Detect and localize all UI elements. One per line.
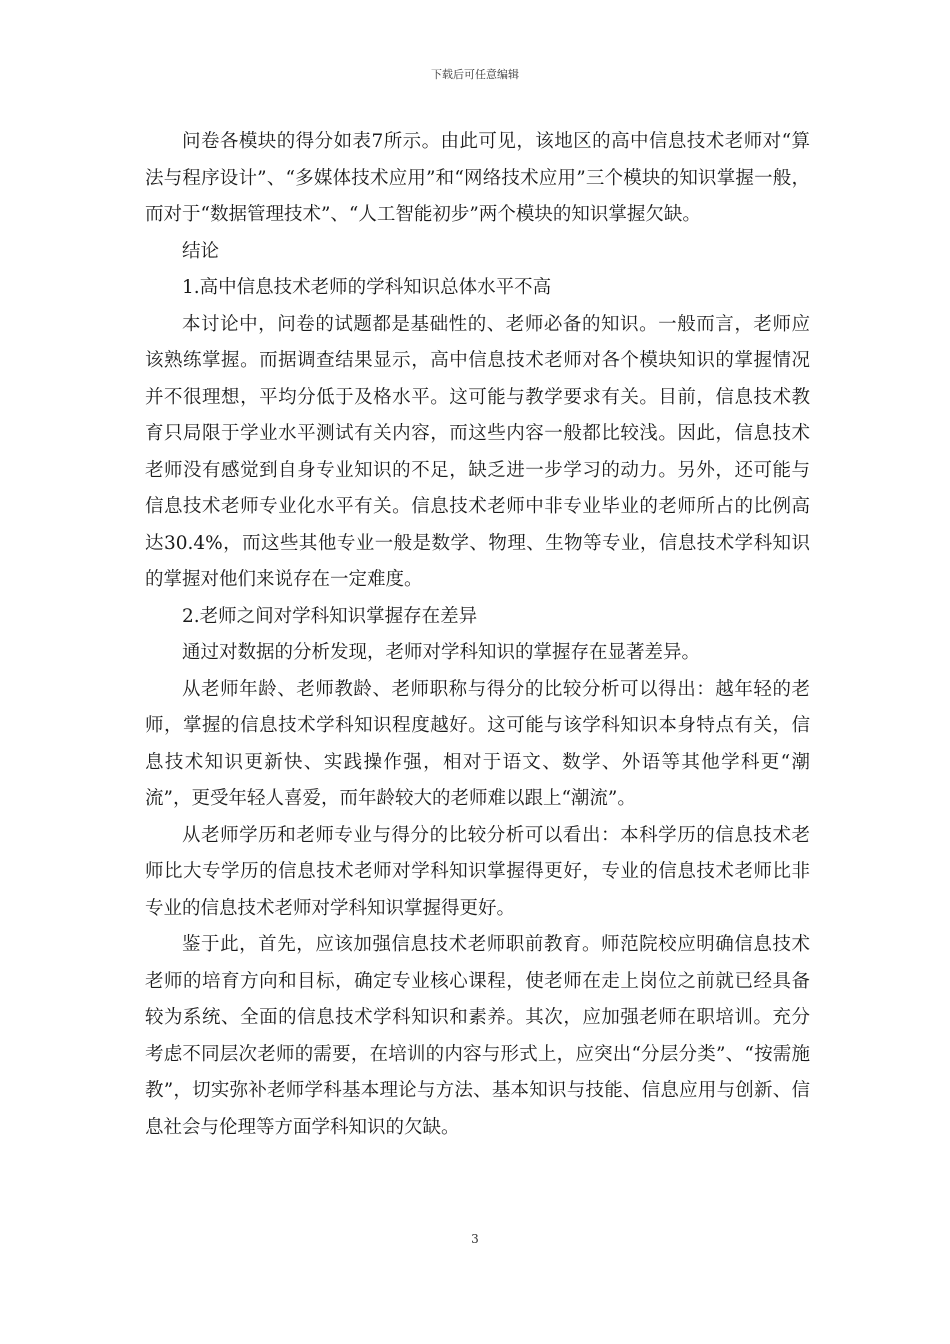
paragraph-differences: 通过对数据的分析发现，老师对学科知识的掌握存在显著差异。 [182,642,701,663]
page-number: 3 [471,1232,479,1246]
document-body [145,124,810,1146]
heading-conclusion: 结论 [182,240,220,262]
paragraph-module-scores: 问卷各模块的得分如表7所示。由此可见，该地区的高中信息技术老师对“算法与程序设计”、“多媒体技术应用”和“网络技术应用”三个模块的知识掌握一般，而对于“数据管理技术”、“人工智能初步”两个模块的知识掌握欠缺。 [145,131,810,225]
page-header: 下载后可任意编辑 [431,68,519,81]
paragraph-knowledge-level: 本讨论中，问卷的试题都是基础性的、老师必备的知识。一般而言，老师应该熟练掌握。而据调查结果显示，高中信息技术老师对各个模块知识的掌握情况并不很理想，平均分低于及格水平。这可能与教学要求有关。目前，信息技术教育只局限于学业水平测试有关内容，而这些内容一般都比较浅。因此，信息技术老师没有感觉到自身专业知识的不足，缺乏进一步学习的动力。另外，还可能与信息技术老师专业化水平有关。信息技术老师中非专业毕业的老师所占的比例高达30.4%，而这些其他专业一般是数学、物理、生物等专业，信息技术学科知识的掌握对他们来说存在一定难度。 [145,313,810,590]
paragraph-education-analysis: 从老师学历和老师专业与得分的比较分析可以看出：本科学历的信息技术老师比大专学历的信息技术老师对学科知识掌握得更好，专业的信息技术老师比非专业的信息技术老师对学科知识掌握得更好。 [145,824,810,919]
paragraph-recommendations: 鉴于此，首先，应该加强信息技术老师职前教育。师范院校应明确信息技术老师的培育方向和目标，确定专业核心课程，使老师在走上岗位之前就已经具备较为系统、全面的信息技术学科知识和素养。其次，应加强老师在职培训。充分考虑不同层次老师的需要，在培训的内容与形式上，应突出“分层分类”、“按需施教”，切实弥补老师学科基本理论与方法、基本知识与技能、信息应用与创新、信息社会与伦理等方面学科知识的欠缺。 [145,934,810,1138]
subheading-2: 2.老师之间对学科知识掌握存在差异 [182,605,478,627]
subheading-1: 1.高中信息技术老师的学科知识总体水平不高 [182,277,552,298]
paragraph-age-analysis: 从老师年龄、老师教龄、老师职称与得分的比较分析可以得出：越年轻的老师，掌握的信息技术学科知识程度越好。这可能与该学科知识本身特点有关，信息技术知识更新快、实践操作强，相对于语文、数学、外语等其他学科更“潮流”，更受年轻人喜爱，而年龄较大的老师难以跟上“潮流”。 [145,678,810,809]
